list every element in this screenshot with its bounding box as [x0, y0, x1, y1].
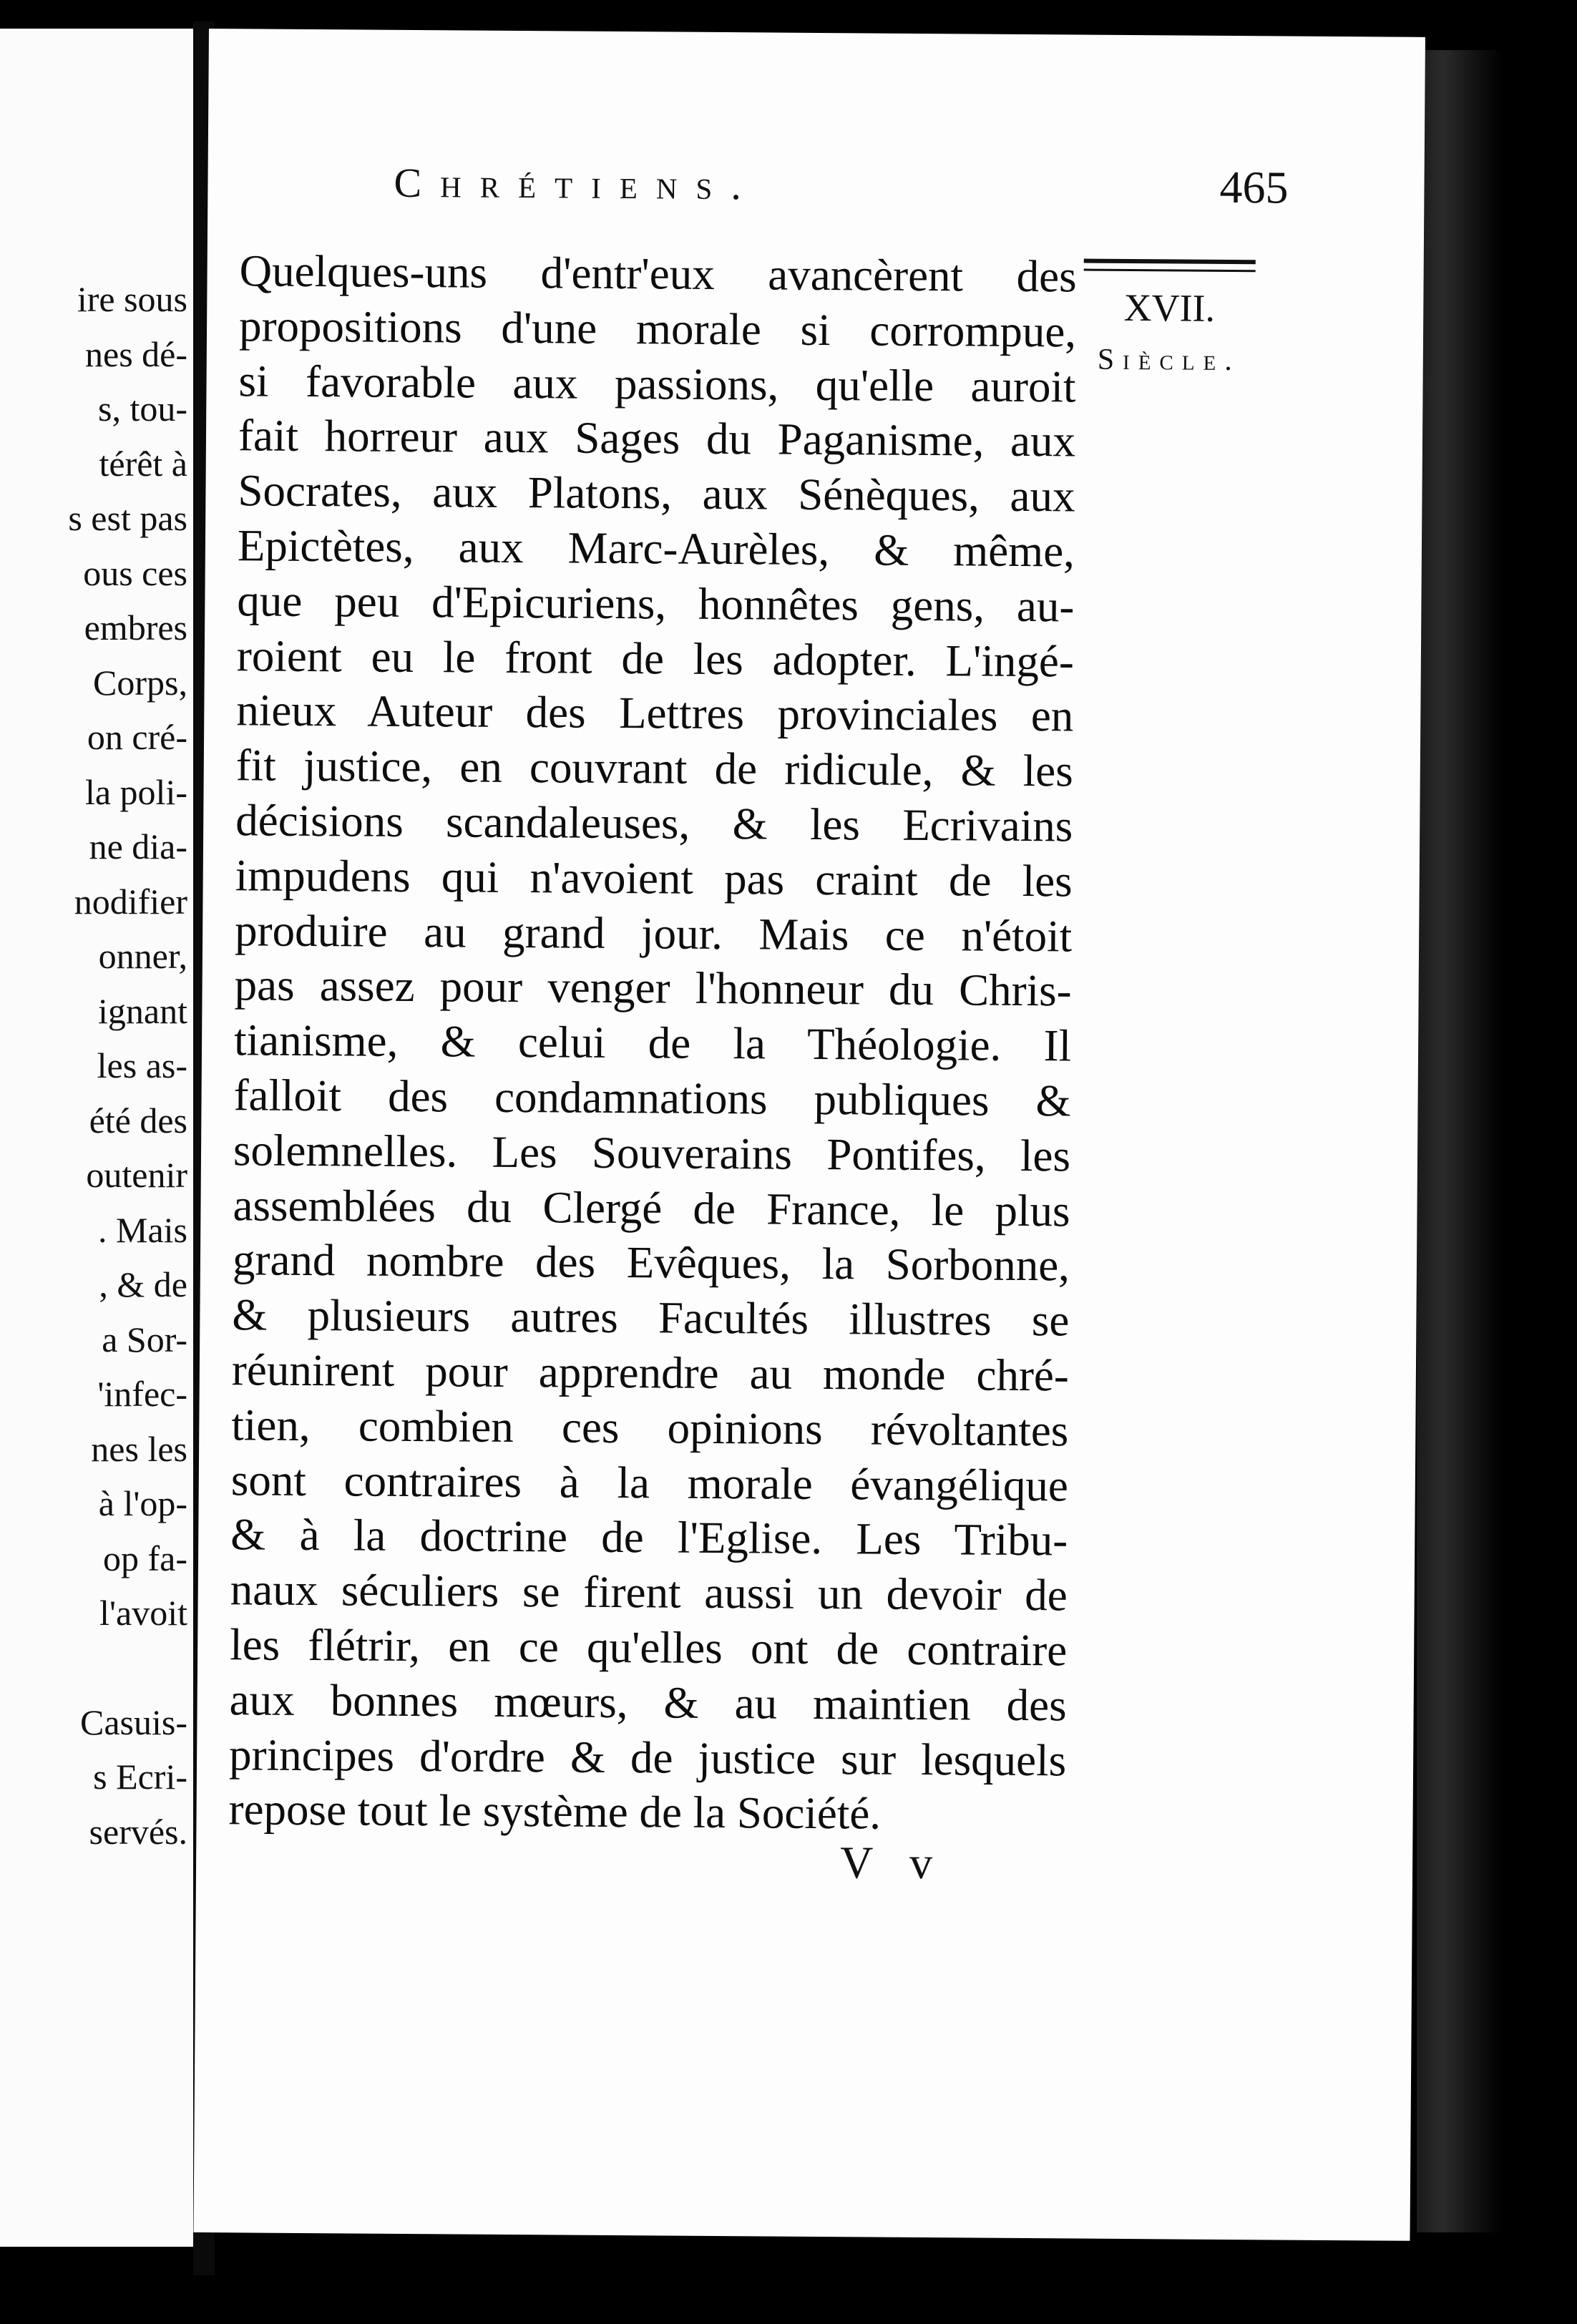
text-line: Epictètes, aux Marc-Aurèles, & même,	[237, 520, 1075, 577]
running-title: Chrétiens.	[394, 159, 761, 209]
text-line: falloit des condamnations publiques &	[233, 1070, 1071, 1126]
signature-mark: V v	[839, 1837, 946, 1889]
facing-page-text	[68, 272, 187, 1859]
facing-page-line: , & de	[99, 1264, 187, 1304]
text-line: réunirent pour apprendre au monde chré-	[231, 1344, 1070, 1401]
facing-page-line: onner,	[98, 936, 187, 976]
facing-page-line: a Sor-	[102, 1319, 187, 1359]
page-block-edge	[1417, 50, 1503, 2232]
facing-page-line: térêt à	[99, 443, 187, 484]
text-line: repose tout le système de la Société.	[228, 1784, 882, 1839]
facing-page-line: on cré-	[87, 717, 187, 757]
page-number: 465	[1219, 161, 1289, 213]
facing-page-left	[0, 29, 193, 2247]
text-line: si favorable aux passions, qu'elle auroit	[238, 355, 1076, 412]
text-line: fit justice, en couvrant de ridicule, & les	[235, 740, 1074, 796]
text-line: aux bonnes mœurs, & au maintien des	[229, 1674, 1067, 1731]
facing-page-line: 'infec-	[97, 1374, 187, 1414]
text-line: grand nombre des Evêques, la Sorbonne,	[232, 1234, 1070, 1291]
text-line: Socrates, aux Platons, aux Sénèques, aux	[238, 465, 1075, 522]
facing-page-line: les as-	[97, 1045, 187, 1085]
facing-page-line: s Ecri-	[93, 1757, 187, 1797]
facing-page-line: servés.	[89, 1811, 187, 1852]
facing-page-line: nes les	[91, 1428, 187, 1469]
facing-page-line	[68, 1641, 187, 1695]
text-line: nieux Auteur des Lettres provinciales en	[236, 685, 1074, 741]
text-line: solemnelles. Les Souverains Pontifes, les	[233, 1125, 1071, 1181]
facing-page-line: la poli-	[84, 771, 187, 812]
book-page	[193, 29, 1425, 2241]
facing-page-line: ignant	[98, 990, 187, 1031]
facing-page-line: outenir	[86, 1155, 187, 1195]
margin-note	[1076, 253, 1263, 378]
text-line: que peu d'Epicuriens, honnêtes gens, au-	[237, 575, 1075, 632]
facing-page-line: Corps,	[93, 662, 187, 703]
facing-page-line: à l'op-	[98, 1483, 187, 1523]
text-line: les flétrir, en ce qu'elles ont de contraire	[229, 1619, 1068, 1676]
body-text	[228, 243, 1077, 1842]
text-line: naux séculiers se firent aussi un devoir de	[230, 1564, 1068, 1621]
facing-page-line: embres	[84, 607, 187, 648]
facing-page-line: . Mais	[98, 1209, 187, 1250]
text-line: Quelques-uns d'entr'eux avancèrent des	[239, 245, 1077, 302]
margin-rule	[1084, 269, 1256, 273]
text-line: impudens qui n'avoient pas craint de les	[235, 850, 1073, 907]
text-line: & plusieurs autres Facultés illustres se	[232, 1289, 1070, 1346]
text-line: fait horreur aux Sages du Paganisme, aux	[238, 410, 1076, 467]
facing-page-line: nodifier	[74, 881, 187, 922]
facing-page-line: nes dé-	[85, 333, 187, 374]
text-line: propositions d'une morale si corrompue,	[238, 301, 1077, 357]
text-line: tianisme, & celui de la Théologie. Il	[233, 1015, 1072, 1071]
text-line: pas assez pour venger l'honneur du Chris-	[234, 960, 1072, 1016]
facing-page-line: op fa-	[103, 1538, 187, 1578]
text-line: tien, combien ces opinions révoltantes	[231, 1400, 1069, 1456]
facing-page-line: l'avoit	[99, 1593, 187, 1633]
text-line: sont contraires à la morale évangélique	[230, 1454, 1069, 1510]
facing-page-line: ire sous	[77, 279, 187, 319]
text-line: assemblées du Clergé de France, le plus	[233, 1179, 1070, 1236]
text-line: décisions scandaleuses, & les Ecrivains	[235, 795, 1073, 851]
text-line: principes d'ordre & de justice sur lesquels	[228, 1729, 1067, 1785]
facing-page-line: Casuis-	[80, 1702, 187, 1742]
running-head	[394, 155, 1288, 215]
facing-page-line: s est pas	[68, 498, 187, 538]
facing-page-line: s, tou-	[98, 389, 187, 429]
facing-page-line: ous ces	[83, 552, 187, 593]
margin-rule	[1084, 259, 1256, 265]
text-line: produire au grand jour. Mais ce n'étoit	[234, 904, 1073, 962]
facing-page-line: ne dia-	[89, 826, 187, 866]
facing-page-line: été des	[89, 1100, 187, 1141]
century-label: XVII.	[1123, 285, 1216, 330]
text-line: & à la doctrine de l'Eglise. Les Tribu-	[230, 1509, 1068, 1566]
text-line: roient eu le front de les adopter. L'ingé-	[236, 630, 1075, 687]
siecle-label: Siècle.	[1097, 343, 1241, 378]
